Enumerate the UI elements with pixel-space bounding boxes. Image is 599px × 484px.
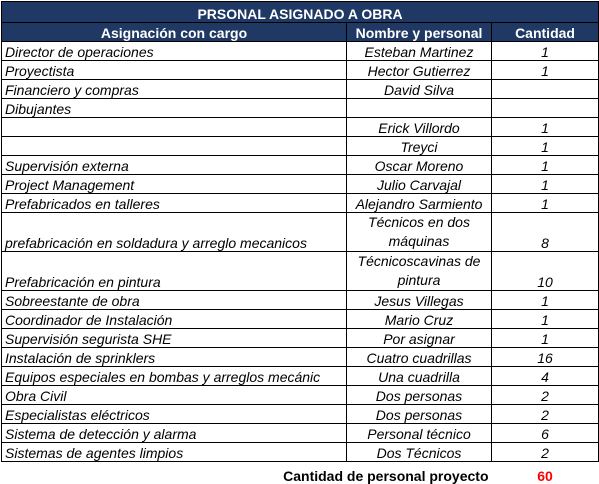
table-row — [2, 137, 599, 156]
table-row — [2, 424, 599, 443]
table-row — [2, 443, 599, 462]
nombre-cell: Oscar Moreno — [347, 156, 492, 175]
cantidad-cell: 2 — [492, 405, 599, 424]
table-row — [2, 213, 599, 252]
total-value: 60 — [492, 462, 599, 484]
nombre-cell: Treyci — [347, 137, 492, 156]
cargo-cell: Supervisión externa — [2, 156, 347, 175]
nombre-cell: Mario Cruz — [347, 310, 492, 329]
table-row — [2, 194, 599, 213]
cargo-cell: Prefabricados en talleres — [2, 194, 347, 213]
cargo-cell: Prefabricación en pintura — [2, 252, 347, 291]
nombre-cell: Hector Gutierrez — [347, 61, 492, 80]
nombre-cell: Dos Técnicos — [347, 443, 492, 462]
nombre-cell: Personal técnico — [347, 424, 492, 443]
nombre-cell — [347, 213, 492, 252]
table-row — [2, 405, 599, 424]
total-row — [2, 462, 599, 484]
cargo-cell: Sistema de detección y alarma — [2, 424, 347, 443]
personnel-table — [1, 1, 599, 484]
nombre-cell — [347, 252, 492, 291]
cargo-cell: Coordinador de Instalación — [2, 310, 347, 329]
table-row — [2, 329, 599, 348]
cargo-cell — [2, 118, 347, 137]
cantidad-cell — [492, 80, 599, 99]
cantidad-cell: 1 — [492, 175, 599, 194]
cargo-cell: Financiero y compras — [2, 80, 347, 99]
table-row — [2, 61, 599, 80]
table-row — [2, 118, 599, 137]
nombre-cell: Julio Carvajal — [347, 175, 492, 194]
nombre-cell: Por asignar — [347, 329, 492, 348]
total-label: Cantidad de personal proyecto — [2, 462, 492, 484]
cargo-cell: Sistemas de agentes limpios — [2, 443, 347, 462]
cantidad-cell: 1 — [492, 137, 599, 156]
table-row — [2, 348, 599, 367]
table-row — [2, 80, 599, 99]
cantidad-cell: 1 — [492, 329, 599, 348]
cantidad-cell: 1 — [492, 194, 599, 213]
cargo-cell: Equipos especiales en bombas y arreglos mecánic — [2, 367, 347, 386]
nombre-cell: Alejandro Sarmiento — [347, 194, 492, 213]
cargo-cell: Especialistas eléctricos — [2, 405, 347, 424]
nombre-cell: Erick Villordo — [347, 118, 492, 137]
cargo-cell: Supervisión segurista SHE — [2, 329, 347, 348]
cantidad-cell — [492, 99, 599, 118]
header-cantidad: Cantidad — [492, 23, 599, 42]
cantidad-cell: 16 — [492, 348, 599, 367]
header-nombre: Nombre y personal — [347, 23, 492, 42]
cargo-cell: Proyectista — [2, 61, 347, 80]
cantidad-cell: 1 — [492, 61, 599, 80]
table-row — [2, 99, 599, 118]
nombre-cell: Jesus Villegas — [347, 291, 492, 310]
cargo-cell: prefabricación en soldadura y arreglo mecanicos — [2, 213, 347, 252]
table-row — [2, 310, 599, 329]
cantidad-cell: 2 — [492, 386, 599, 405]
cargo-cell: Dibujantes — [2, 99, 347, 118]
cantidad-cell: 1 — [492, 291, 599, 310]
nombre-cell: Esteban Martinez — [347, 42, 492, 61]
nombre-cell: Una cuadrilla — [347, 367, 492, 386]
table-row — [2, 42, 599, 61]
table-body — [2, 42, 599, 462]
cantidad-cell: 1 — [492, 118, 599, 137]
cargo-cell: Instalación de sprinklers — [2, 348, 347, 367]
cantidad-cell: 1 — [492, 156, 599, 175]
cargo-cell: Director de operaciones — [2, 42, 347, 61]
header-cargo: Asignación con cargo — [2, 23, 347, 42]
nombre-text: Técnicos en dos máquinas — [350, 213, 488, 251]
cargo-cell — [2, 137, 347, 156]
nombre-cell — [347, 99, 492, 118]
cantidad-cell: 6 — [492, 424, 599, 443]
table-row — [2, 291, 599, 310]
cargo-cell: Sobreestante de obra — [2, 291, 347, 310]
cantidad-cell: 8 — [492, 213, 599, 252]
cargo-cell: Project Management — [2, 175, 347, 194]
cantidad-cell: 4 — [492, 367, 599, 386]
table-row — [2, 156, 599, 175]
cargo-cell: Obra Civil — [2, 386, 347, 405]
nombre-cell: David Silva — [347, 80, 492, 99]
cantidad-cell: 2 — [492, 443, 599, 462]
nombre-text: Técnicoscavinas de pintura — [350, 252, 488, 290]
table-row — [2, 367, 599, 386]
nombre-cell: Dos personas — [347, 405, 492, 424]
table-title: PRSONAL ASIGNADO A OBRA — [2, 2, 599, 23]
table-row — [2, 386, 599, 405]
table-row — [2, 252, 599, 291]
cantidad-cell: 10 — [492, 252, 599, 291]
nombre-cell: Cuatro cuadrillas — [347, 348, 492, 367]
nombre-cell: Dos personas — [347, 386, 492, 405]
cantidad-cell: 1 — [492, 42, 599, 61]
cantidad-cell: 1 — [492, 310, 599, 329]
table-row — [2, 175, 599, 194]
